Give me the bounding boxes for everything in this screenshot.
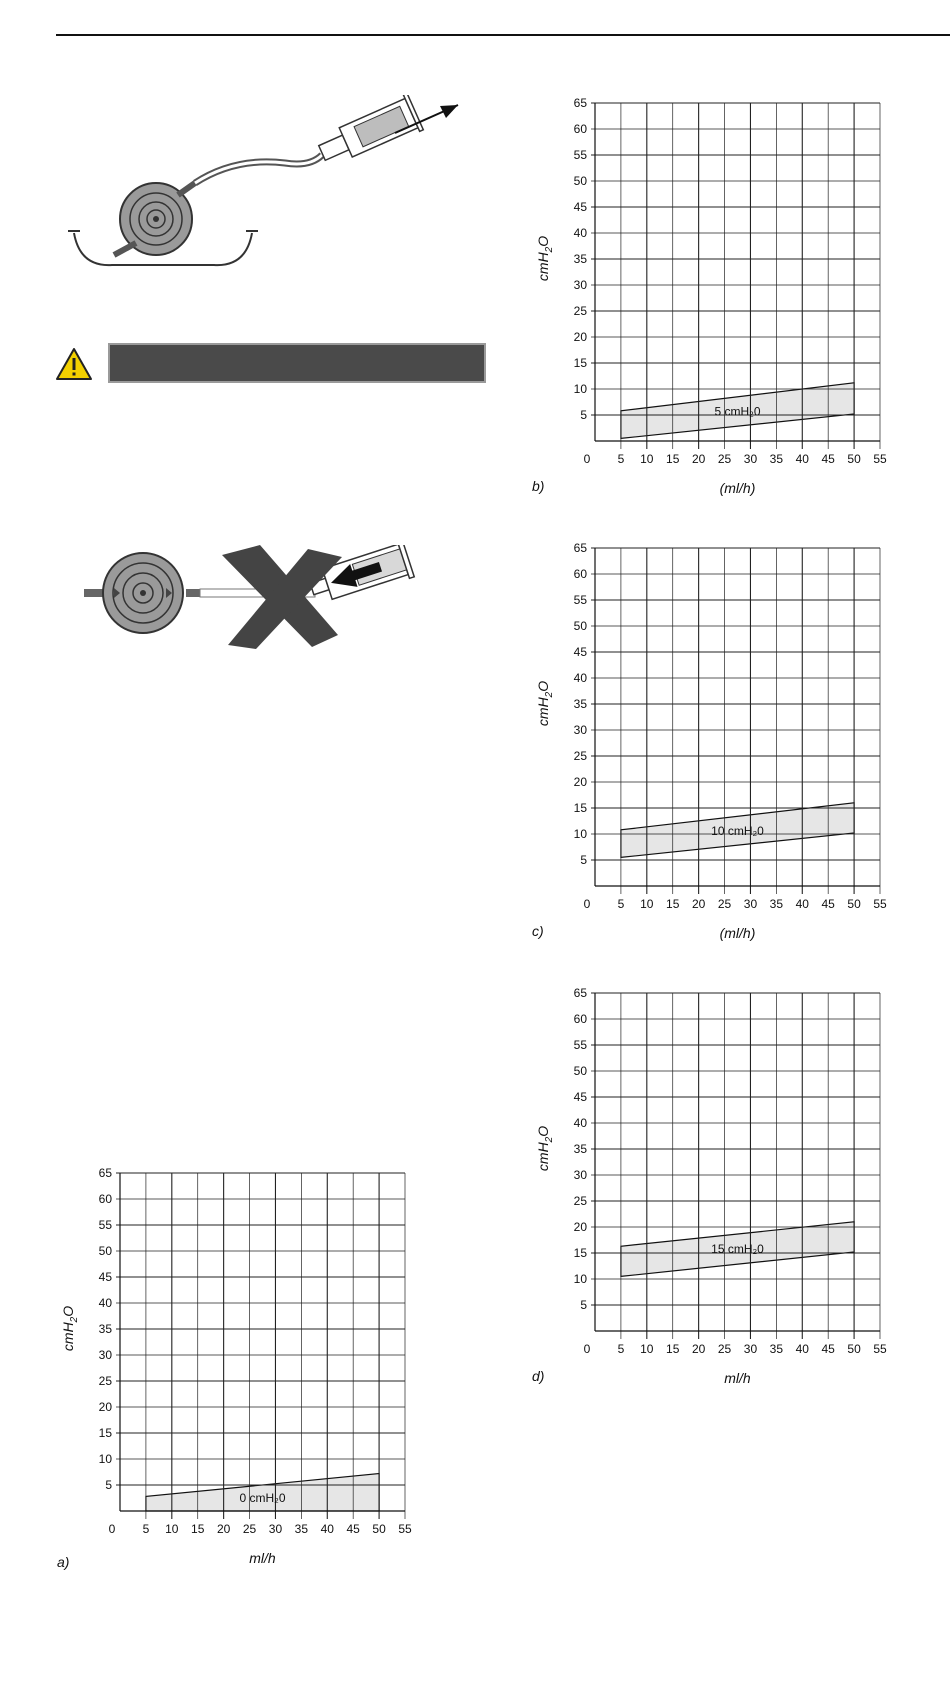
chart-b-ytick-35: 35: [573, 252, 587, 266]
chart-c-ytick-10: 10: [573, 827, 587, 841]
chart-c-xtick-30: 30: [743, 897, 758, 911]
chart-c-xtick-35: 35: [769, 897, 784, 911]
chart-a-ytick-40: 40: [98, 1296, 112, 1310]
chart-a: [55, 1165, 455, 1585]
chart-c-xtick-20: 20: [691, 897, 706, 911]
chart-b-xtick-55: 55: [873, 452, 887, 466]
chart-d-xtick-20: 20: [691, 1342, 706, 1356]
chart-a-ytick-35: 35: [98, 1322, 112, 1336]
chart-a-xtick-5: 5: [142, 1522, 150, 1536]
chart-a-xtick-20: 20: [216, 1522, 231, 1536]
chart-d-y-label: cmH$_2$O: [535, 1125, 555, 1172]
chart-a-ytick-15: 15: [98, 1426, 112, 1440]
chart-d-ytick-40: 40: [573, 1116, 587, 1130]
chart-c-ytick-5: 5: [580, 853, 587, 867]
chart-b-ytick-60: 60: [573, 122, 587, 136]
chart-c-ytick-25: 25: [573, 749, 587, 763]
chart-c-band-label: 10 cmH₂0: [711, 823, 764, 838]
chart-c-xtick-40: 40: [795, 897, 809, 911]
chart-d-panel-label: d): [532, 1368, 545, 1384]
page-top-rule: [56, 34, 950, 36]
chart-d-xtick-15: 15: [666, 1342, 680, 1356]
chart-b-ytick-10: 10: [573, 382, 587, 396]
chart-a-ytick-10: 10: [98, 1452, 112, 1466]
chart-b-y-label: cmH$_2$O: [535, 235, 555, 282]
chart-c-ytick-50: 50: [573, 619, 587, 633]
chart-b-xtick-10: 10: [640, 452, 654, 466]
chart-c-xtick-10: 10: [640, 897, 654, 911]
chart-c-ytick-60: 60: [573, 567, 587, 581]
chart-a-xtick-10: 10: [165, 1522, 179, 1536]
chart-a-x-label: ml/h: [249, 1550, 276, 1566]
chart-d-ytick-65: 65: [573, 986, 587, 1000]
chart-a-y-label: cmH$_2$O: [60, 1305, 80, 1352]
warning-bar: [108, 343, 486, 383]
chart-b-ytick-25: 25: [573, 304, 587, 318]
chart-a-ytick-25: 25: [98, 1374, 112, 1388]
chart-d-ytick-30: 30: [573, 1168, 587, 1182]
chart-a-xtick-40: 40: [320, 1522, 334, 1536]
chart-b-ytick-20: 20: [573, 330, 587, 344]
chart-c-svg: [530, 540, 930, 960]
chart-c: [530, 540, 930, 960]
chart-c-x-label: (ml/h): [719, 925, 756, 941]
chart-c-ytick-30: 30: [573, 723, 587, 737]
chart-d-ytick-5: 5: [580, 1298, 587, 1312]
chart-a-ytick-30: 30: [98, 1348, 112, 1362]
chart-c-xtick-50: 50: [847, 897, 861, 911]
chart-b-xtick-45: 45: [821, 452, 835, 466]
chart-a-svg: [55, 1165, 455, 1585]
chart-b-ytick-65: 65: [573, 96, 587, 110]
chart-d-ytick-45: 45: [573, 1090, 587, 1104]
chart-b-band-label: 5 cmH₂0: [714, 404, 761, 419]
chart-b-ytick-5: 5: [580, 408, 587, 422]
chart-a-panel-label: a): [57, 1554, 70, 1570]
chart-a-xtick-30: 30: [268, 1522, 283, 1536]
chart-a-xtick-55: 55: [398, 1522, 412, 1536]
syringe-drawing-out-illustration: [60, 95, 480, 270]
chart-a-xtick-35: 35: [294, 1522, 309, 1536]
chart-a-ytick-50: 50: [98, 1244, 112, 1258]
syringe-pushing-in-prohibited-illustration: [80, 545, 430, 650]
chart-c-y-label: cmH$_2$O: [535, 680, 555, 727]
chart-b-xtick-20: 20: [691, 452, 706, 466]
chart-d-ytick-60: 60: [573, 1012, 587, 1026]
chart-b-ytick-30: 30: [573, 278, 587, 292]
chart-d-band-label: 15 cmH₂0: [711, 1242, 764, 1257]
chart-a-ytick-60: 60: [98, 1192, 112, 1206]
chart-a-xtick-25: 25: [242, 1522, 257, 1536]
chart-b-ytick-55: 55: [573, 148, 587, 162]
chart-a-xtick-45: 45: [346, 1522, 360, 1536]
chart-c-ytick-65: 65: [573, 541, 587, 555]
chart-b-xtick-50: 50: [847, 452, 861, 466]
chart-b-xtick-5: 5: [617, 452, 625, 466]
chart-c-xtick-25: 25: [717, 897, 732, 911]
chart-c-xtick-55: 55: [873, 897, 887, 911]
chart-c-ytick-55: 55: [573, 593, 587, 607]
chart-d: [530, 985, 930, 1405]
chart-d-xtick-5: 5: [617, 1342, 625, 1356]
chart-a-xtick-15: 15: [191, 1522, 205, 1536]
chart-d-xtick-50: 50: [847, 1342, 861, 1356]
chart-d-xtick-35: 35: [769, 1342, 784, 1356]
chart-a-ytick-65: 65: [98, 1166, 112, 1180]
chart-a-band-label: 0 cmH₂0: [239, 1491, 286, 1505]
chart-c-xtick-15: 15: [666, 897, 680, 911]
chart-a-xtick-0: 0: [108, 1522, 116, 1536]
chart-c-ytick-20: 20: [573, 775, 587, 789]
chart-b-ytick-45: 45: [573, 200, 587, 214]
chart-d-xtick-10: 10: [640, 1342, 654, 1356]
chart-a-ytick-5: 5: [105, 1478, 112, 1492]
chart-b-svg: [530, 95, 930, 515]
chart-d-ytick-10: 10: [573, 1272, 587, 1286]
chart-b-xtick-35: 35: [769, 452, 784, 466]
warning-text: [110, 345, 484, 381]
chart-b-xtick-25: 25: [717, 452, 732, 466]
chart-d-ytick-15: 15: [573, 1246, 587, 1260]
chart-b-xtick-40: 40: [795, 452, 809, 466]
chart-d-xtick-25: 25: [717, 1342, 732, 1356]
chart-c-ytick-40: 40: [573, 671, 587, 685]
chart-d-svg: [530, 985, 930, 1405]
chart-d-ytick-50: 50: [573, 1064, 587, 1078]
chart-d-xtick-0: 0: [583, 1342, 591, 1356]
chart-d-xtick-55: 55: [873, 1342, 887, 1356]
chart-b-xtick-0: 0: [583, 452, 591, 466]
chart-d-ytick-25: 25: [573, 1194, 587, 1208]
chart-d-xtick-30: 30: [743, 1342, 758, 1356]
chart-b-ytick-50: 50: [573, 174, 587, 188]
chart-a-ytick-55: 55: [98, 1218, 112, 1232]
chart-a-ytick-45: 45: [98, 1270, 112, 1284]
chart-d-xtick-40: 40: [795, 1342, 809, 1356]
chart-a-xtick-50: 50: [372, 1522, 386, 1536]
chart-c-panel-label: c): [532, 923, 544, 939]
chart-c-xtick-0: 0: [583, 897, 591, 911]
chart-d-ytick-55: 55: [573, 1038, 587, 1052]
chart-c-xtick-5: 5: [617, 897, 625, 911]
warning-triangle-icon: [55, 347, 93, 381]
chart-c-ytick-15: 15: [573, 801, 587, 815]
chart-b: [530, 95, 930, 515]
chart-b-panel-label: b): [532, 478, 545, 494]
chart-b-xtick-30: 30: [743, 452, 758, 466]
chart-c-xtick-45: 45: [821, 897, 835, 911]
chart-b-ytick-15: 15: [573, 356, 587, 370]
chart-d-xtick-45: 45: [821, 1342, 835, 1356]
chart-c-ytick-35: 35: [573, 697, 587, 711]
chart-b-ytick-40: 40: [573, 226, 587, 240]
chart-a-ytick-20: 20: [98, 1400, 112, 1414]
chart-b-x-label: (ml/h): [719, 480, 756, 496]
chart-d-ytick-20: 20: [573, 1220, 587, 1234]
chart-b-xtick-15: 15: [666, 452, 680, 466]
chart-c-ytick-45: 45: [573, 645, 587, 659]
chart-d-x-label: ml/h: [724, 1370, 751, 1386]
chart-d-ytick-35: 35: [573, 1142, 587, 1156]
